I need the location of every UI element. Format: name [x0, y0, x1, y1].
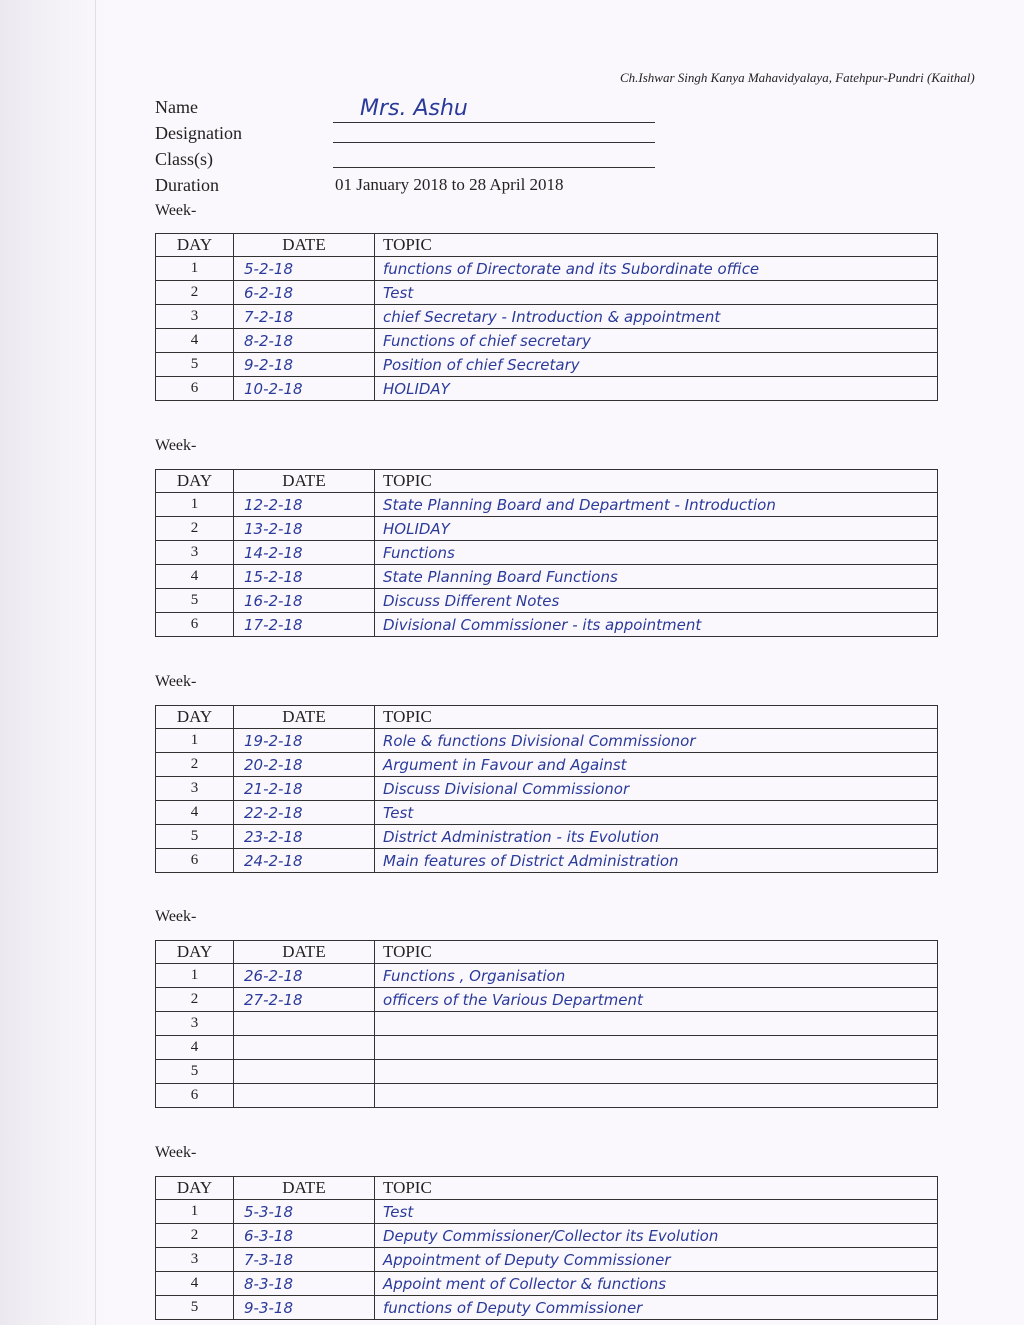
table-row — [156, 1296, 938, 1320]
table-row — [156, 589, 938, 613]
day-cell: 4 — [156, 1036, 234, 1060]
date-cell: 21-2-18 — [234, 777, 375, 801]
designation-line — [333, 142, 655, 143]
day-cell: 6 — [156, 1084, 234, 1108]
date-cell: 5-2-18 — [234, 257, 375, 281]
date-cell: 6-3-18 — [234, 1224, 375, 1248]
topic-header: TOPIC — [375, 1177, 938, 1200]
topic-cell: Functions , Organisation — [375, 964, 938, 988]
topic-cell: Functions — [375, 541, 938, 565]
date-cell: 7-3-18 — [234, 1248, 375, 1272]
day-cell: 5 — [156, 589, 234, 613]
day-cell: 4 — [156, 329, 234, 353]
day-cell: 2 — [156, 1224, 234, 1248]
topic-cell: Test — [375, 281, 938, 305]
date-cell: 9-2-18 — [234, 353, 375, 377]
table-row — [156, 329, 938, 353]
date-cell: 6-2-18 — [234, 281, 375, 305]
topic-cell: District Administration - its Evolution — [375, 825, 938, 849]
day-cell: 4 — [156, 801, 234, 825]
date-cell: 8-3-18 — [234, 1272, 375, 1296]
table-row — [156, 825, 938, 849]
day-cell: 1 — [156, 257, 234, 281]
date-cell — [234, 1012, 375, 1036]
week-table — [155, 940, 938, 1108]
topic-cell: Discuss Different Notes — [375, 589, 938, 613]
week-table — [155, 1176, 938, 1320]
day-cell: 5 — [156, 353, 234, 377]
table-row — [156, 1272, 938, 1296]
table-row — [156, 1060, 938, 1084]
day-cell: 4 — [156, 565, 234, 589]
date-cell: 7-2-18 — [234, 305, 375, 329]
table-row — [156, 777, 938, 801]
table-header-row — [156, 1177, 938, 1200]
table-row — [156, 1200, 938, 1224]
topic-cell: Test — [375, 1200, 938, 1224]
table-row — [156, 1012, 938, 1036]
week-label: Week- — [155, 908, 197, 925]
week-table — [155, 705, 938, 873]
date-cell: 27-2-18 — [234, 988, 375, 1012]
date-cell: 17-2-18 — [234, 613, 375, 637]
day-header: DAY — [156, 706, 234, 729]
classes-line — [333, 167, 655, 168]
day-cell: 3 — [156, 305, 234, 329]
name-label: Name — [155, 97, 198, 117]
topic-cell: Appointment of Deputy Commissioner — [375, 1248, 938, 1272]
day-cell: 2 — [156, 517, 234, 541]
topic-cell: State Planning Board and Department - Introduction — [375, 493, 938, 517]
date-cell: 24-2-18 — [234, 849, 375, 873]
topic-cell: Discuss Divisional Commissionor — [375, 777, 938, 801]
table-row — [156, 849, 938, 873]
table-row — [156, 964, 938, 988]
date-header: DATE — [234, 706, 375, 729]
table-row — [156, 729, 938, 753]
date-cell: 12-2-18 — [234, 493, 375, 517]
day-cell: 6 — [156, 613, 234, 637]
table-row — [156, 493, 938, 517]
topic-cell: Position of chief Secretary — [375, 353, 938, 377]
day-cell: 5 — [156, 825, 234, 849]
table-row — [156, 988, 938, 1012]
table-row — [156, 305, 938, 329]
topic-cell: Functions of chief secretary — [375, 329, 938, 353]
date-cell: 23-2-18 — [234, 825, 375, 849]
topic-header: TOPIC — [375, 706, 938, 729]
table-row — [156, 541, 938, 565]
date-cell — [234, 1036, 375, 1060]
day-cell: 1 — [156, 729, 234, 753]
day-header: DAY — [156, 941, 234, 964]
date-cell: 22-2-18 — [234, 801, 375, 825]
table-row — [156, 281, 938, 305]
table-header-row — [156, 941, 938, 964]
topic-cell: Main features of District Administration — [375, 849, 938, 873]
date-cell: 5-3-18 — [234, 1200, 375, 1224]
topic-cell: State Planning Board Functions — [375, 565, 938, 589]
topic-cell: Test — [375, 801, 938, 825]
date-cell: 26-2-18 — [234, 964, 375, 988]
duration-value: 01 January 2018 to 28 April 2018 — [335, 175, 564, 194]
day-cell: 6 — [156, 377, 234, 401]
designation-label: Designation — [155, 123, 242, 143]
date-header: DATE — [234, 941, 375, 964]
paper-fold — [95, 0, 96, 1325]
date-cell — [234, 1084, 375, 1108]
date-cell: 8-2-18 — [234, 329, 375, 353]
topic-header: TOPIC — [375, 470, 938, 493]
table-row — [156, 1224, 938, 1248]
day-header: DAY — [156, 234, 234, 257]
day-cell: 3 — [156, 777, 234, 801]
paper-edge-shade — [0, 0, 110, 1325]
table-row — [156, 1084, 938, 1108]
week-label: Week- — [155, 202, 197, 219]
date-header: DATE — [234, 470, 375, 493]
table-header-row — [156, 706, 938, 729]
day-cell: 3 — [156, 1012, 234, 1036]
table-row — [156, 801, 938, 825]
week-table — [155, 469, 938, 637]
week-label: Week- — [155, 437, 197, 454]
topic-cell: HOLIDAY — [375, 517, 938, 541]
topic-cell: functions of Directorate and its Subordinate office — [375, 257, 938, 281]
week-label: Week- — [155, 1144, 197, 1161]
date-cell: 19-2-18 — [234, 729, 375, 753]
topic-cell: chief Secretary - Introduction & appointment — [375, 305, 938, 329]
date-cell: 16-2-18 — [234, 589, 375, 613]
day-cell: 5 — [156, 1296, 234, 1320]
date-header: DATE — [234, 1177, 375, 1200]
day-cell: 5 — [156, 1060, 234, 1084]
day-cell: 1 — [156, 964, 234, 988]
table-row — [156, 517, 938, 541]
day-cell: 1 — [156, 1200, 234, 1224]
day-cell: 3 — [156, 1248, 234, 1272]
date-cell: 9-3-18 — [234, 1296, 375, 1320]
date-cell: 20-2-18 — [234, 753, 375, 777]
topic-cell — [375, 1012, 938, 1036]
topic-header: TOPIC — [375, 941, 938, 964]
date-cell — [234, 1060, 375, 1084]
day-cell: 2 — [156, 988, 234, 1012]
day-header: DAY — [156, 1177, 234, 1200]
topic-cell: HOLIDAY — [375, 377, 938, 401]
duration-label: Duration — [155, 175, 219, 195]
topic-cell: Role & functions Divisional Commissionor — [375, 729, 938, 753]
topic-cell — [375, 1060, 938, 1084]
topic-cell — [375, 1084, 938, 1108]
week-table — [155, 233, 938, 401]
name-value: Mrs. Ashu — [360, 96, 468, 121]
institution-header: Ch.Ishwar Singh Kanya Mahavidyalaya, Fatehpur-Pundri (Kaithal) — [620, 70, 975, 85]
topic-cell: Appoint ment of Collector & functions — [375, 1272, 938, 1296]
table-row — [156, 613, 938, 637]
table-row — [156, 257, 938, 281]
day-cell: 1 — [156, 493, 234, 517]
day-cell: 6 — [156, 849, 234, 873]
table-row — [156, 753, 938, 777]
table-row — [156, 353, 938, 377]
day-cell: 2 — [156, 753, 234, 777]
date-cell: 13-2-18 — [234, 517, 375, 541]
topic-cell — [375, 1036, 938, 1060]
topic-cell: Deputy Commissioner/Collector its Evolution — [375, 1224, 938, 1248]
name-line — [333, 122, 655, 123]
topic-cell: officers of the Various Department — [375, 988, 938, 1012]
date-cell: 15-2-18 — [234, 565, 375, 589]
day-cell: 2 — [156, 281, 234, 305]
table-row — [156, 1248, 938, 1272]
table-header-row — [156, 470, 938, 493]
table-row — [156, 1036, 938, 1060]
day-cell: 4 — [156, 1272, 234, 1296]
topic-cell: Argument in Favour and Against — [375, 753, 938, 777]
day-header: DAY — [156, 470, 234, 493]
topic-cell: functions of Deputy Commissioner — [375, 1296, 938, 1320]
week-label: Week- — [155, 673, 197, 690]
date-cell: 14-2-18 — [234, 541, 375, 565]
classes-label: Class(s) — [155, 149, 213, 169]
table-row — [156, 565, 938, 589]
date-header: DATE — [234, 234, 375, 257]
topic-header: TOPIC — [375, 234, 938, 257]
table-header-row — [156, 234, 938, 257]
topic-cell: Divisional Commissioner - its appointment — [375, 613, 938, 637]
table-row — [156, 377, 938, 401]
date-cell: 10-2-18 — [234, 377, 375, 401]
day-cell: 3 — [156, 541, 234, 565]
